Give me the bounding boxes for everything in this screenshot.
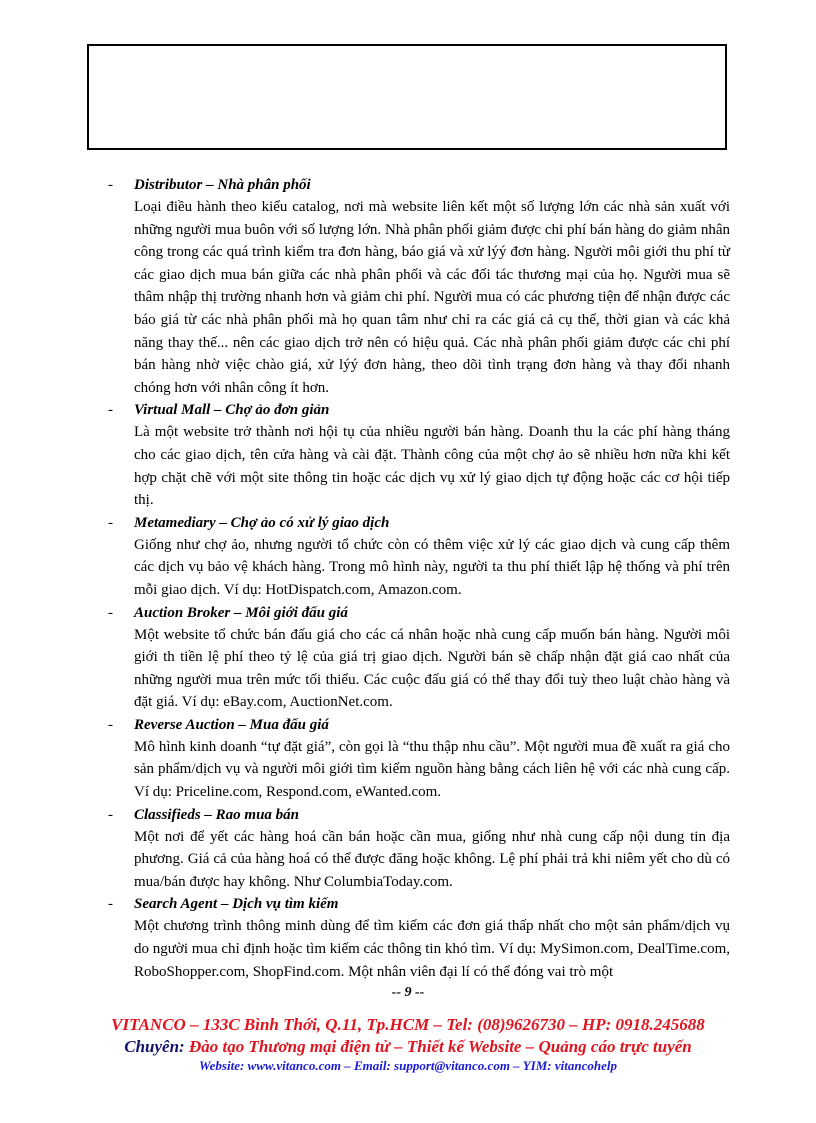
list-item (108, 714, 730, 804)
footer-contacts: Website: www.vitanco.com – Email: support@vitanco.com – YIM: vitancohelp (199, 1058, 617, 1073)
list-item (108, 512, 730, 602)
entry-title: Search Agent – Dịch vụ tìm kiếm (134, 896, 339, 913)
bullet-dash: - (108, 402, 113, 419)
specialty-text: Đào tạo Thương mại điện tử – Thiết kế Website – Quảng cáo trực tuyến (188, 1037, 692, 1056)
entry-body: Một nơi để yết các hàng hoá cần bán hoặc cần mua, giống như nhà cung cấp nội dung tin địa phương. Giá cả của hàng hoá có thể được đăng hoặc không. Lệ phí phải trả khi niêm yết cho dù có mua/bán được hay không. Như ColumbiaToday.com. (134, 828, 730, 890)
specialty-label: Chuyên: (124, 1037, 189, 1056)
document-body (108, 174, 730, 983)
list-item (108, 174, 730, 399)
page-number: -- 9 -- (391, 985, 425, 1000)
entry-title: Distributor – Nhà phân phối (134, 177, 311, 193)
entry-body: Là một website trở thành nơi hội tụ của nhiều người bán hàng. Doanh thu la các phí hàng tháng cho các giao dịch, tên cửa hàng và cài đặt. Thành công của một chợ ảo sẽ nhiều hơn nữa khi kết hợp chặt chẽ với một site thông tin hoặc các dịch vụ xử lý giao dịch tự động hoặc các cơ hội tiếp thị. (134, 424, 730, 509)
entry-title: Metamediary – Chợ ảo có xử lý giao dịch (134, 514, 390, 531)
entry-body: Mô hình kinh doanh “tự đặt giá”, còn gọi là “thu thập nhu cầu”. Một người mua đề xuất ra giá cho sản phẩm/dịch vụ và người môi giới tìm kiếm nguồn hàng bằng cách liên hệ với các nhà cung cấp. Ví dụ: Priceline.com, Respond.com, eWanted.com. (134, 738, 730, 801)
list-item (108, 399, 730, 511)
footer-specialty-line (0, 1037, 816, 1057)
header-box (87, 44, 727, 150)
entry-title: Reverse Auction – Mua đấu giá (134, 716, 329, 733)
entry-body: Giống như chợ ảo, nhưng người tổ chức còn có thêm việc xử lý các giao dịch và cung cấp thêm các dịch vụ bảo vệ khách hàng. Trong mô hình này, người ta thu phí thiết lập hệ thống và phí trên mỗi giao dịch. Ví dụ: HotDispatch.com, Amazon.com. (134, 536, 730, 598)
entry-body: Một chương trình thông minh dùng để tìm kiếm các đơn giá thấp nhất cho một sản phẩm/dịch vụ do người mua chỉ định hoặc tìm kiếm các thông tin khó tìm. Ví dụ: MySimon.com, DealTime.com, RoboShopper.com, ShopFind.com. Một nhân viên đại lí có thể đóng vai trò một (134, 918, 730, 980)
bullet-dash: - (108, 896, 113, 913)
list-item (108, 804, 730, 894)
list-item (108, 602, 730, 714)
entry-title: Auction Broker – Môi giới đấu giá (134, 604, 348, 621)
company-address: – 133C Bình Thới, Q.11, Tp.HCM – Tel: (08)9626730 – HP: 0918.245688 (185, 1015, 705, 1034)
bullet-dash: - (108, 806, 113, 823)
bullet-dash: - (108, 177, 113, 193)
entry-body: Loại điều hành theo kiểu catalog, nơi mà website liên kết một số lượng lớn các nhà sản xuất với những người mua buôn với số lượng lớn. Nhà phân phối giảm được chi phí bán hàng do giảm nhân công trong các quá trình kiểm tra đơn hàng, báo giá và xử lýý đơn hàng. Người môi giới thu phí từ các giao dịch mua bán giữa các nhà phân phối và các đối tác thương mại của họ. Người mua sẽ thâm nhập thị trường nhanh hơn và giảm chi phí. Người mua có các phương tiện để nhận được các báo giá từ các nhà phân phối mà họ quan tâm như chỉ ra các giá cả cụ thể, thời gian và các khả năng thay thế... nên các giao dịch trở nên có hiệu quả. Các nhà phân phối giảm được các chi phí bán hàng nhờ việc chào giá, xử lýý đơn hàng, theo dõi tình trạng đơn hàng và thay đổi nhanh chóng hơn với nhân công ít hơn. (134, 199, 730, 396)
entry-title: Virtual Mall – Chợ ảo đơn giản (134, 402, 330, 419)
bullet-dash: - (108, 604, 113, 621)
company-name: VITANCO (111, 1015, 186, 1034)
bullet-dash: - (108, 716, 113, 733)
footer-company-line (0, 1015, 816, 1035)
bullet-dash: - (108, 514, 113, 531)
list-item (108, 893, 730, 983)
entry-title: Classifieds – Rao mua bán (134, 806, 300, 823)
entry-body: Một website tổ chức bán đấu giá cho các cá nhân hoặc nhà cung cấp muốn bán hàng. Người môi giới th tiền lệ phí theo tỷ lệ của giá trị giao dịch. Người bán sẽ chấp nhận đặt giá cao nhất của những người mua trên mức tối thiểu. Các cuộc đấu giá có thể thay đổi tuỳ theo luật chào hàng và đặt giá. Ví dụ: eBay.com, AuctionNet.com. (134, 626, 730, 711)
